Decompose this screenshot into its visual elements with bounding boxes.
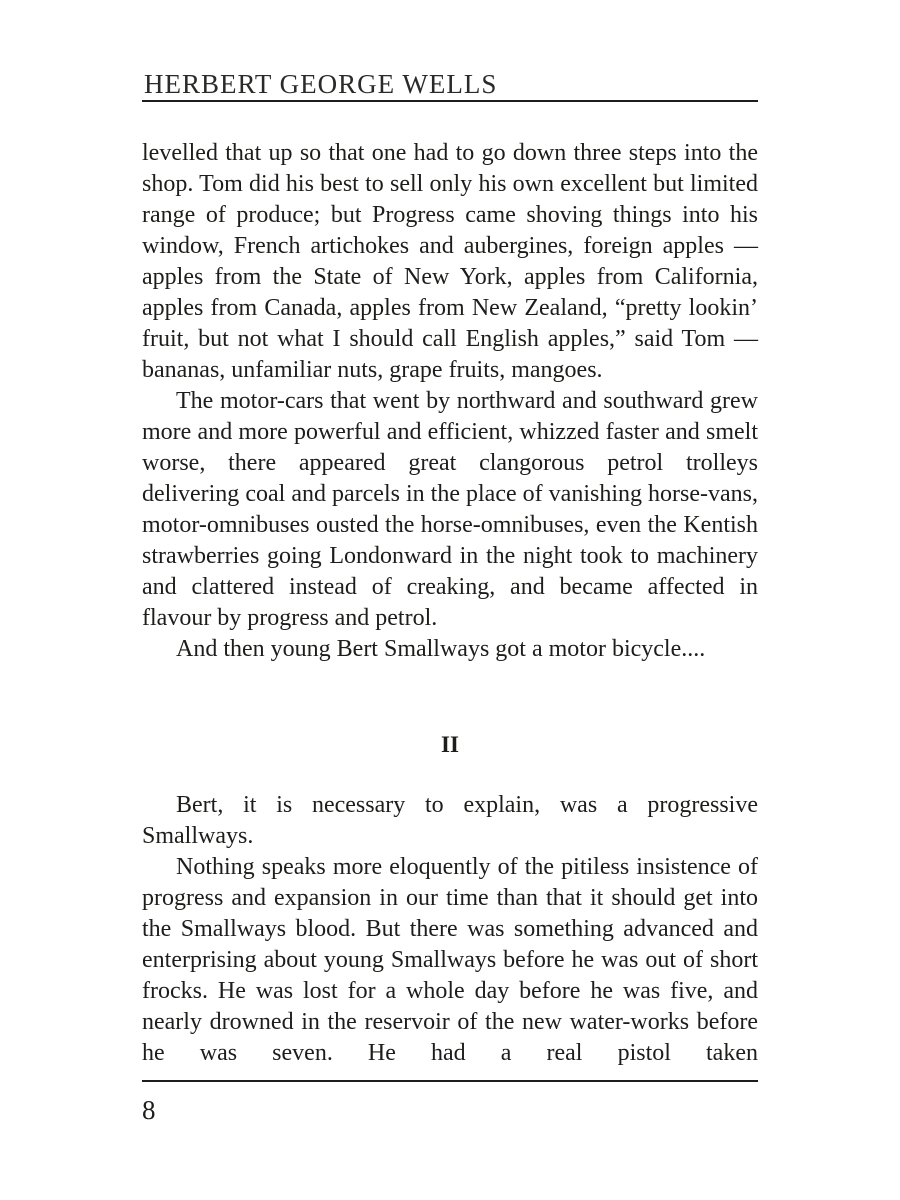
body-text [142,138,758,665]
footer-divider [142,1080,758,1082]
section-body-text [142,790,758,1069]
running-title: HERBERT GEORGE WELLS [144,69,498,99]
header-divider [142,100,758,102]
paragraph-motor-cars: The motor-cars that went by northward and southward grew more and more powerful and efficient, whizzed faster and smelt worse, there appeared great clangorous petrol trolleys delivering coal and parcels in the place of vanishing horse-vans, motor-omnibuses ousted the horse-omnibuses, even the Kentish strawberries going Londonward in the night took to machinery and clattered instead of creaking, and became affected in flavour by progress and petrol. [142,388,758,631]
section-heading: II [441,732,459,757]
paragraph-motor-bicycle: And then young Bert Smallways got a motor bicycle.... [176,636,706,662]
running-header [142,64,758,104]
page-number: 8 [142,1095,156,1125]
paragraph-nothing-speaks: Nothing speaks more eloquently of the pitiless insistence of progress and expansion in our time than that it should get into the Smallways blood. But there was something advanced and enterprising about young Smallways before he was out of short frocks. He was lost for a whole day before he was five, and nearly drowned in the reservoir of the new water-works before he was seven. He had a real pistol taken [142,854,758,1066]
paragraph-continued: levelled that up so that one had to go down three steps into the shop. Tom did his best to sell only his own excellent but limited range of produce; but Progress came shoving things into his window, French artichokes and aubergines, foreign apples — apples from the State of New York, apples from California, apples from Canada, apples from New Zealand, “pretty lookin’ fruit, but not what I should call English apples,” said Tom — bananas, unfamiliar nuts, grape fruits, mangoes. [142,140,758,383]
paragraph-progressive: Bert, it is necessary to explain, was a progressive Smallways. [142,792,758,849]
